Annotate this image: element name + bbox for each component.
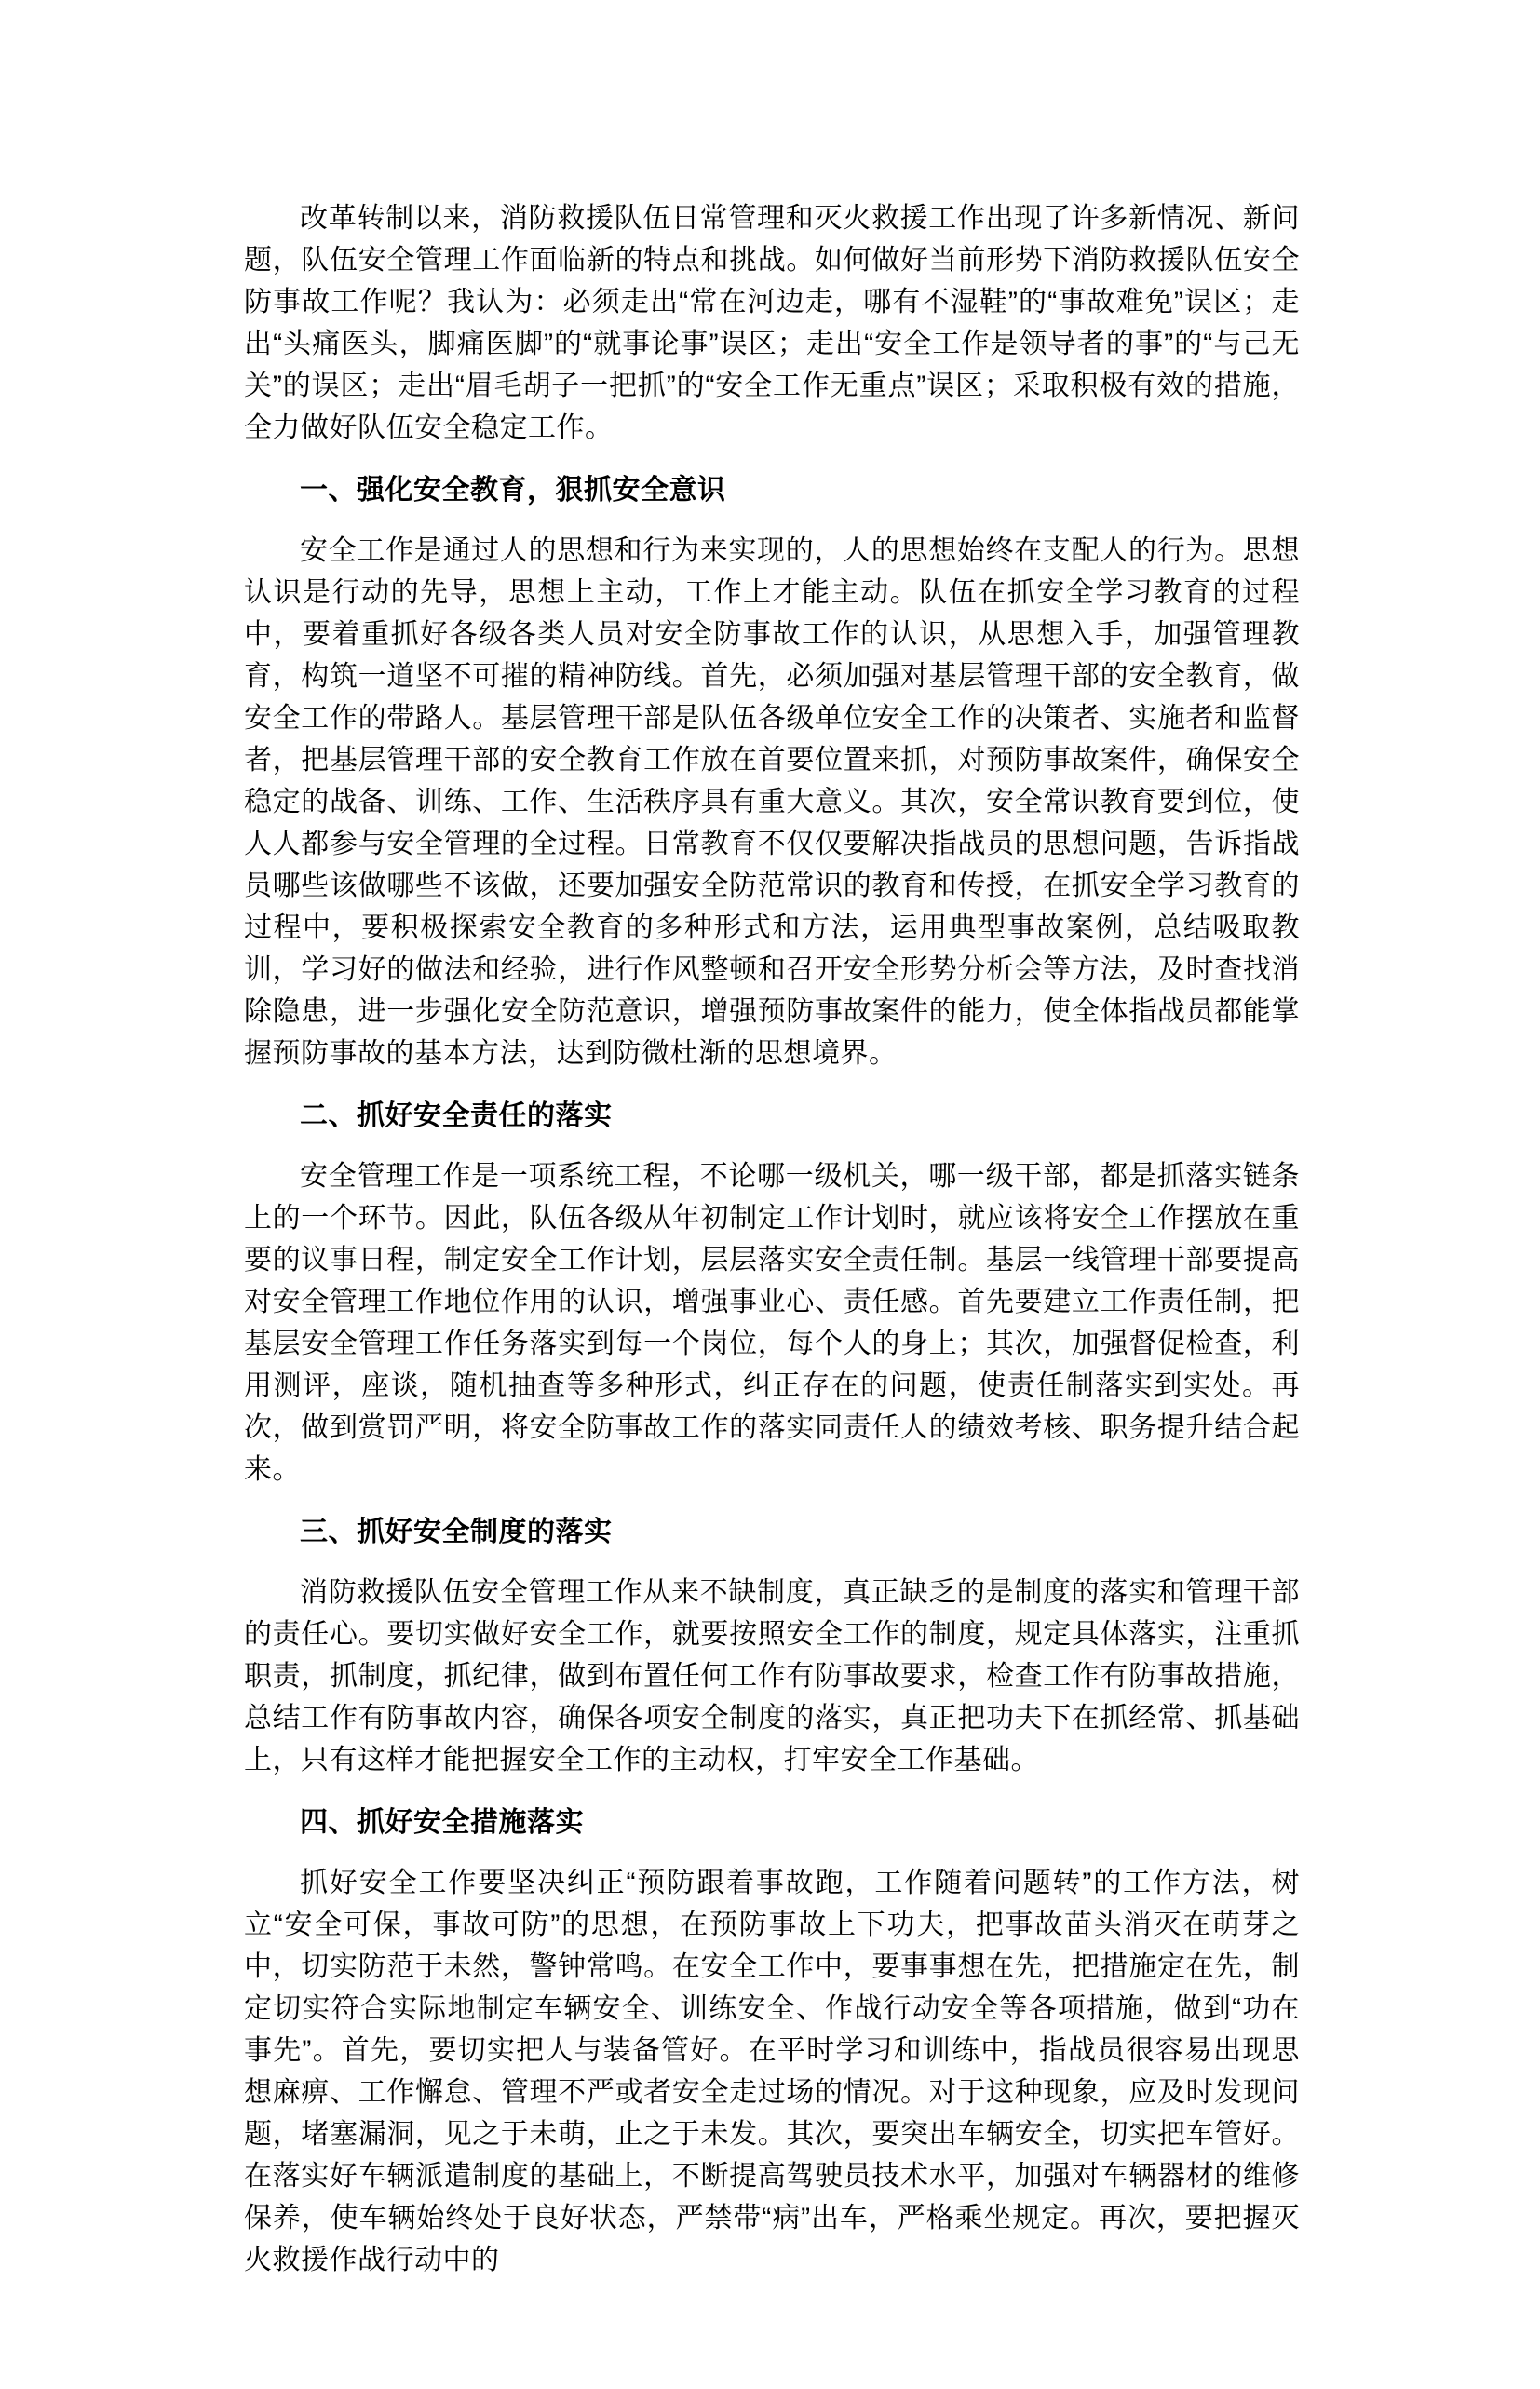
- section-3-body: 消防救援队伍安全管理工作从来不缺制度，真正缺乏的是制度的落实和管理干部的责任心。要切实做好安全工作，就要按照安全工作的制度，规定具体落实，注重抓职责，抓制度，抓纪律，做到布置任何工作有防事故要求，检查工作有防事故措施，总结工作有防事故内容，确保各项安全制度的落实，真正把功夫下在抓经常、抓基础上，只有这样才能把握安全工作的主动权，打牢安全工作基础。: [244, 1577, 1300, 1775]
- section-4-body: 抓好安全工作要坚决纠正“预防跟着事故跑，工作随着问题转”的工作方法，树立“安全可保，事故可防”的思想，在预防事故上下功夫，把事故苗头消灭在萌芽之中，切实防范于未然，警钟常鸣。在安全工作中，要事事想在先，把措施定在先，制定切实符合实际地制定车辆安全、训练安全、作战行动安全等各项措施，做到“功在事先”。首先，要切实把人与装备管好。在平时学习和训练中，指战员很容易出现思想麻痹、工作懈怠、管理不严或者安全走过场的情况。对于这种现象，应及时发现问题，堵塞漏洞，见之于未萌，止之于未发。其次，要突出车辆安全，切实把车管好。在落实好车辆派遣制度的基础上，不断提高驾驶员技术水平，加强对车辆器材的维修保养，使车辆始终处于良好状态，严禁带“病”出车，严格乘坐规定。再次，要把握灭火救援作战行动中的: [244, 1868, 1300, 2275]
- section-1-heading: 一、强化安全教育，狠抓安全意识: [300, 475, 726, 506]
- section-2-heading: 二、抓好安全责任的落实: [300, 1100, 613, 1131]
- intro-paragraph: 改革转制以来，消防救援队伍日常管理和灭火救援工作出现了许多新情况、新问题，队伍安全管理工作面临新的特点和挑战。如何做好当前形势下消防救援队伍安全防事故工作呢？我认为：必须走出“常在河边走，哪有不湿鞋”的“事故难免”误区；走出“头痛医头，脚痛医脚”的“就事论事”误区；走出“安全工作是领导者的事”的“与己无关”的误区；走出“眉毛胡子一把抓”的“安全工作无重点”误区；采取积极有效的措施，全力做好队伍安全稳定工作。: [244, 203, 1300, 443]
- section-1-body: 安全工作是通过人的思想和行为来实现的，人的思想始终在支配人的行为。思想认识是行动的先导，思想上主动，工作上才能主动。队伍在抓安全学习教育的过程中，要着重抓好各级各类人员对安全防事故工作的认识，从思想入手，加强管理教育，构筑一道坚不可摧的精神防线。首先，必须加强对基层管理干部的安全教育，做安全工作的带路人。基层管理干部是队伍各级单位安全工作的决策者、实施者和监督者，把基层管理干部的安全教育工作放在首要位置来抓，对预防事故案件，确保安全稳定的战备、训练、工作、生活秩序具有重大意义。其次，安全常识教育要到位，使人人都参与安全管理的全过程。日常教育不仅仅要解决指战员的思想问题，告诉指战员哪些该做哪些不该做，还要加强安全防范常识的教育和传授，在抓安全学习教育的过程中，要积极探索安全教育的多种形式和方法，运用典型事故案例，总结吸取教训，学习好的做法和经验，进行作风整顿和召开安全形势分析会等方法，及时查找消除隐患，进一步强化安全防范意识，增强预防事故案件的能力，使全体指战员都能掌握预防事故的基本方法，达到防微杜渐的思想境界。: [244, 535, 1300, 1069]
- section-2-body: 安全管理工作是一项系统工程，不论哪一级机关，哪一级干部，都是抓落实链条上的一个环节。因此，队伍各级从年初制定工作计划时，就应该将安全工作摆放在重要的议事日程，制定安全工作计划，层层落实安全责任制。基层一线管理干部要提高对安全管理工作地位作用的认识，增强事业心、责任感。首先要建立工作责任制，把基层安全管理工作任务落实到每一个岗位，每个人的身上；其次，加强督促检查，利用测评，座谈，随机抽查等多种形式，纠正存在的问题，使责任制落实到实处。再次，做到赏罚严明，将安全防事故工作的落实同责任人的绩效考核、职务提升结合起来。: [244, 1161, 1300, 1485]
- section-4-heading: 四、抓好安全措施落实: [300, 1807, 584, 1838]
- document-body: [244, 197, 1300, 2281]
- section-3-heading: 三、抓好安全制度的落实: [300, 1517, 613, 1547]
